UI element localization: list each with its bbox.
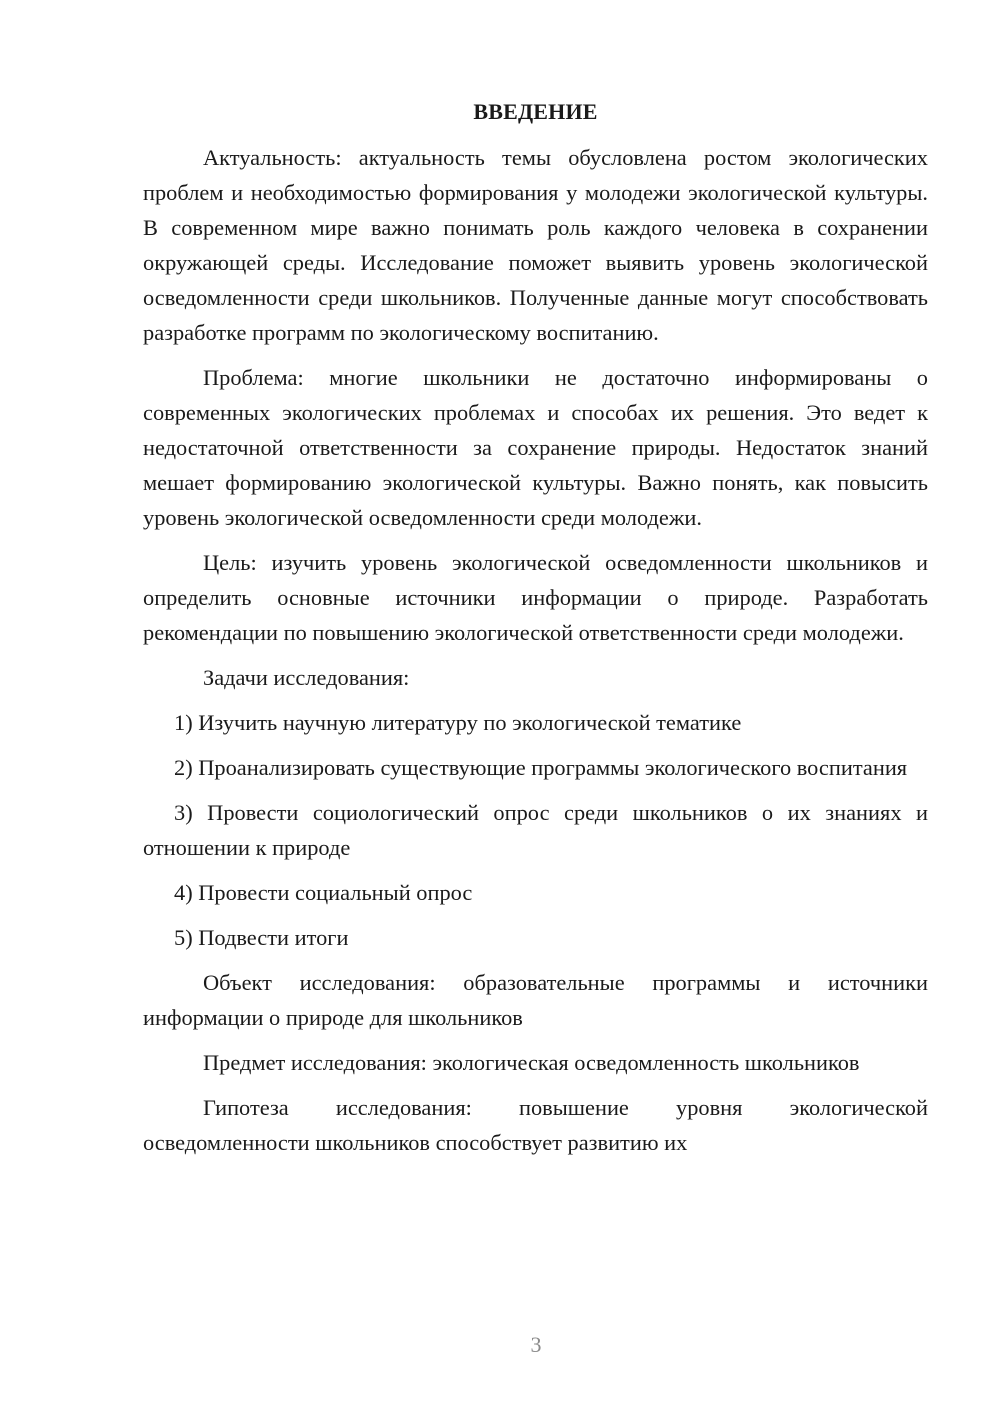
document-body bbox=[143, 94, 928, 1170]
paragraph-object: Объект исследования: образовательные программы и источники информации о природе для школьников bbox=[143, 970, 928, 1030]
paragraph-hypothesis: Гипотеза исследования: повышение уровня экологической осведомленности школьников способствует развитию их bbox=[143, 1095, 928, 1155]
task-item: 1) Изучить научную литературу по экологической тематике bbox=[174, 710, 742, 735]
paragraph-tasks-heading: Задачи исследования: bbox=[203, 665, 410, 690]
paragraph-problem: Проблема: многие школьники не достаточно информированы о современных экологических проблемах и способах их решения. Это ведет к недостаточной ответственности за сохранение природы. Недостаток знаний мешает формированию экологической культуры. Важно понять, как повысить уровень экологической осведомленности среди молодежи. bbox=[143, 365, 928, 530]
page-number: 3 bbox=[530, 1332, 542, 1357]
task-item: 2) Проанализировать существующие программы экологического воспитания bbox=[174, 755, 908, 780]
task-item: 3) Провести социологический опрос среди школьников о их знаниях и отношении к природе bbox=[143, 800, 928, 860]
task-item: 5) Подвести итоги bbox=[174, 925, 349, 950]
paragraph-goal: Цель: изучить уровень экологической осведомленности школьников и определить основные источники информации о природе. Разработать рекомендации по повышению экологической ответственности среди молодежи. bbox=[143, 550, 928, 645]
paragraph-subject: Предмет исследования: экологическая осведомленность школьников bbox=[203, 1050, 860, 1075]
section-title: ВВЕДЕНИЕ bbox=[473, 99, 598, 124]
task-item: 4) Провести социальный опрос bbox=[174, 880, 473, 905]
paragraph-relevance: Актуальность: актуальность темы обусловлена ростом экологических проблем и необходимостью формирования у молодежи экологической культуры. В современном мире важно понимать роль каждого человека в сохранении окружающей среды. Исследование поможет выявить уровень экологической осведомленности среди школьников. Полученные данные могут способствовать разработке программ по экологическому воспитанию. bbox=[143, 145, 928, 345]
